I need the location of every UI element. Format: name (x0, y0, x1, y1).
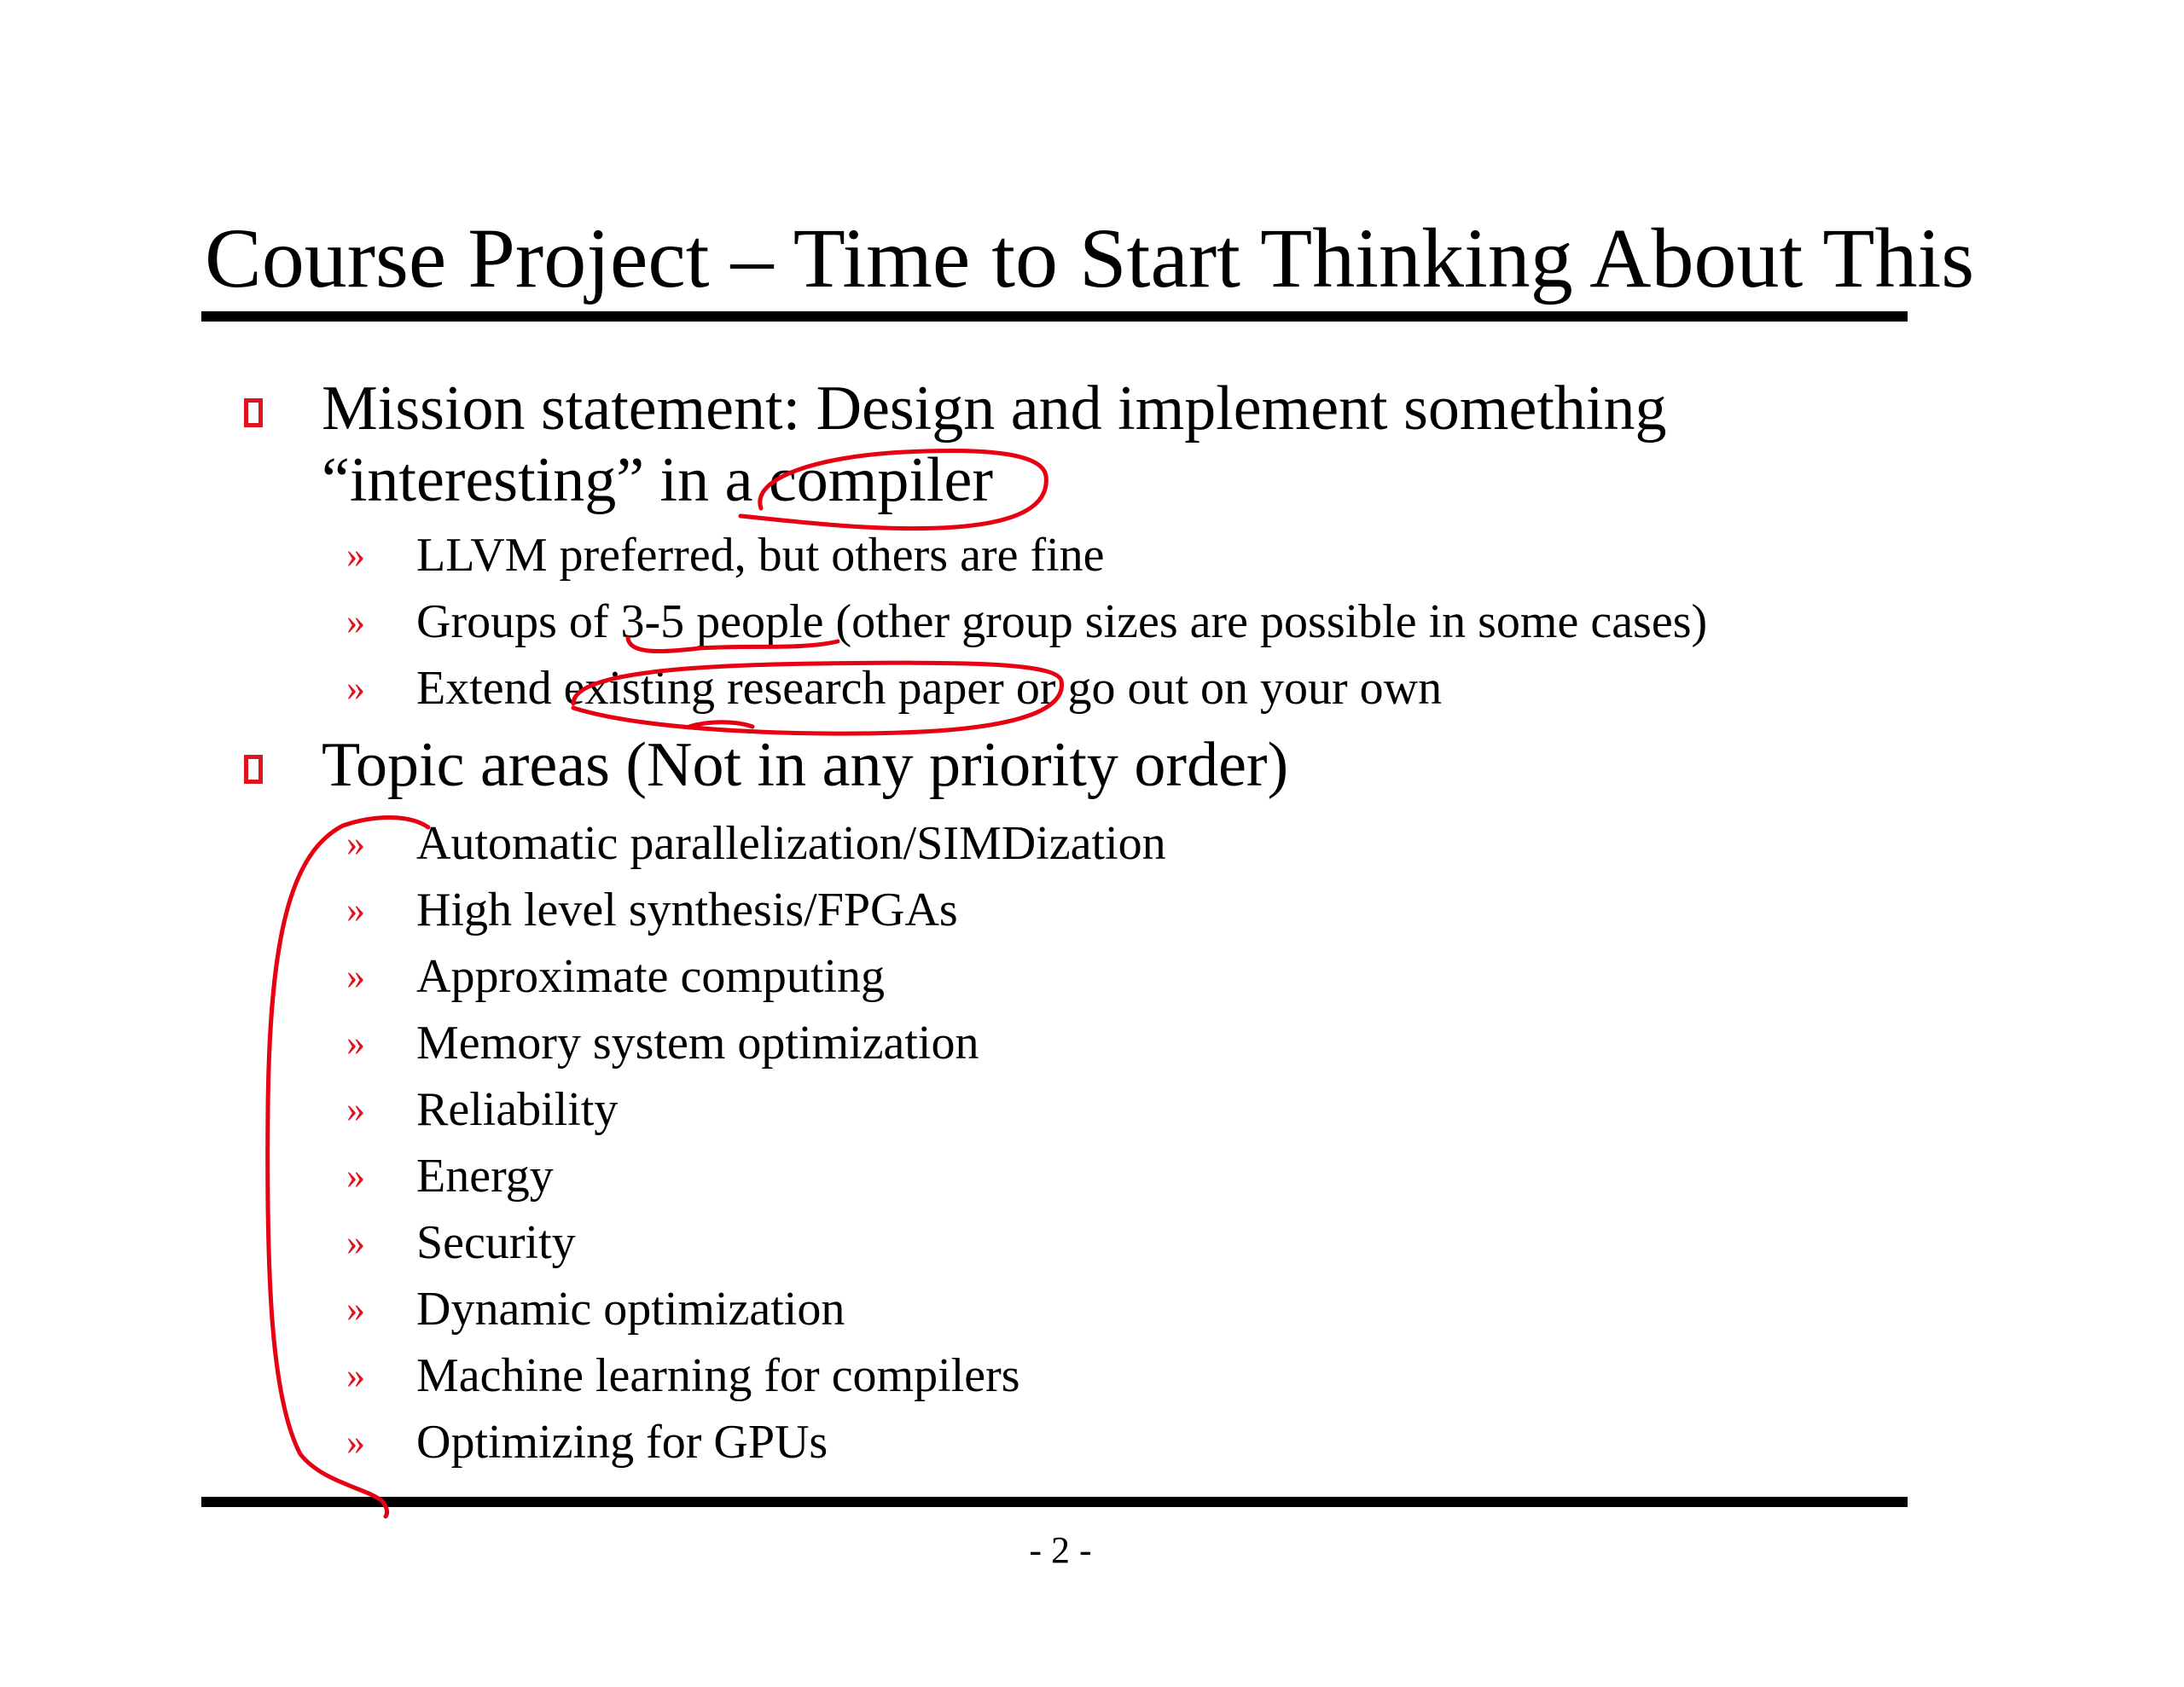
hollow-square-bullet-icon (244, 398, 263, 427)
list-item: Optimizing for GPUs (416, 1416, 828, 1469)
double-chevron-icon: » (346, 600, 365, 642)
list-item: Dynamic optimization (416, 1283, 845, 1336)
mission-statement-line-1: Mission statement: Design and implement something (322, 374, 1667, 443)
list-item: Reliability (416, 1083, 619, 1136)
list-item: LLVM preferred, but others are fine (416, 529, 1105, 582)
double-chevron-icon: » (346, 1221, 365, 1263)
list-item: Groups of 3-5 people (other group sizes are possible in some cases) (416, 595, 1708, 648)
list-item: Machine learning for compilers (416, 1349, 1020, 1402)
page-number: - 2 - (1029, 1529, 1092, 1571)
double-chevron-icon: » (346, 1354, 365, 1396)
list-item: Automatic parallelization/SIMDization (416, 817, 1166, 870)
double-chevron-icon: » (346, 822, 365, 864)
double-chevron-icon: » (346, 1288, 365, 1330)
list-item: High level synthesis/FPGAs (416, 884, 958, 936)
double-chevron-icon: » (346, 889, 365, 930)
list-item: Security (416, 1216, 576, 1269)
double-chevron-icon: » (346, 955, 365, 997)
double-chevron-icon: » (346, 1022, 365, 1064)
title-divider (201, 311, 1908, 322)
list-item: Memory system optimization (416, 1017, 979, 1070)
slide-title: Course Project – Time to Start Thinking About This (205, 211, 1975, 305)
mission-statement-line-2: “interesting” in a compiler (322, 445, 993, 515)
footer-divider (201, 1497, 1908, 1507)
list-item: Approximate computing (416, 950, 886, 1003)
double-chevron-icon: » (346, 534, 365, 576)
double-chevron-icon: » (346, 667, 365, 709)
list-item: Energy (416, 1150, 554, 1203)
double-chevron-icon: » (346, 1088, 365, 1130)
list-item: Extend existing research paper or go out on your own (416, 662, 1443, 715)
research-paper-underline-annotation (689, 722, 752, 727)
double-chevron-icon: » (346, 1155, 365, 1197)
topic-areas-heading: Topic areas (Not in any priority order) (322, 730, 1289, 800)
double-chevron-icon: » (346, 1421, 365, 1463)
hollow-square-bullet-icon (244, 755, 263, 784)
